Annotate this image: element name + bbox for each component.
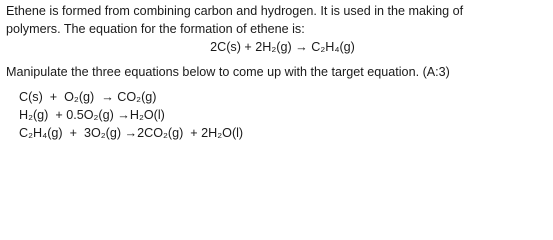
intro-line-1: Ethene is formed from combining carbon and hydrogen. It is used in the making of <box>6 4 464 18</box>
spacer <box>6 81 551 88</box>
equation-3: C₂H₄(g) + 3O₂(g) →2CO₂(g) + 2H₂O(l) <box>19 126 244 140</box>
spacer <box>6 56 551 63</box>
intro-line-2: polymers. The equation for the formation of ethene is: <box>6 22 305 36</box>
equation-2: H₂(g) + 0.5O₂(g) →H₂O(l) <box>19 108 165 122</box>
equation-1: C(s) + O₂(g) → CO₂(g) <box>19 90 157 104</box>
document-body <box>6 2 551 142</box>
instruction-text: Manipulate the three equations below to come up with the target equation. (A:3) <box>6 65 450 79</box>
equation-list <box>6 88 551 142</box>
target-equation: 2C(s) + 2H₂(g) → C₂H₄(g) <box>210 40 355 54</box>
